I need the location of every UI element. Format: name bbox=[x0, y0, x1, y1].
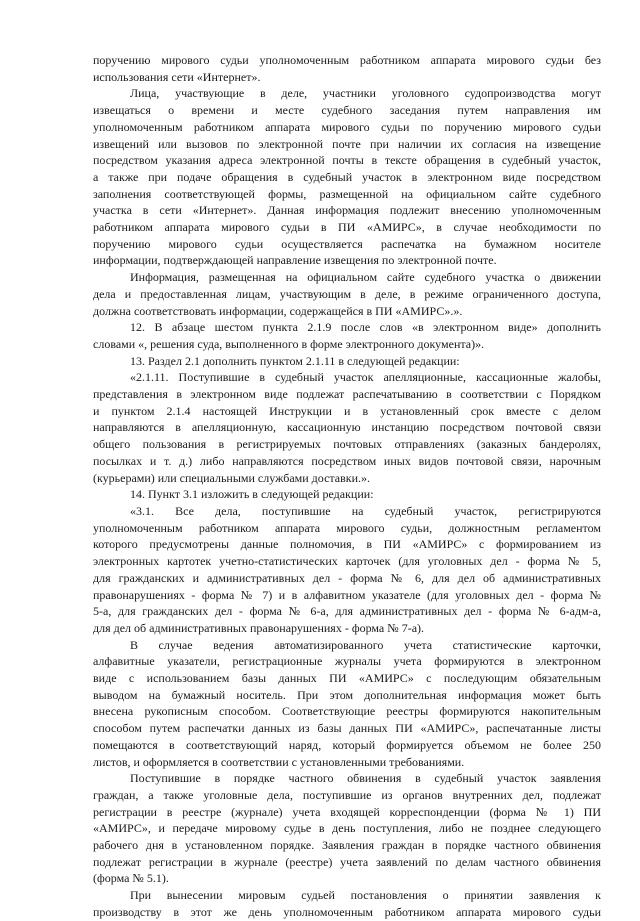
paragraph-line: «АМИРС», и передаче мировому судье в день поступления, либо не позднее следующего bbox=[93, 821, 601, 836]
paragraph-line: листов, и оформляется в соответствии с установленными требованиями. bbox=[93, 754, 465, 769]
paragraph-line: поручению мирового судьи уполномоченным работником аппарата мирового судьи без bbox=[93, 53, 601, 67]
paragraph-line bbox=[93, 319, 601, 336]
paragraph-line bbox=[93, 85, 601, 102]
document-paragraph bbox=[93, 486, 601, 503]
paragraph-line: словами «, решения суда, выполненного в форме электронного документа)». bbox=[93, 336, 485, 351]
paragraph-line: представления в электронном виде подлежат распечатыванию в соответствии с Порядком bbox=[93, 387, 601, 402]
paragraph-line: дела и предоставленная лицам, участвующим в деле, в режиме ограниченного доступа, bbox=[93, 286, 601, 301]
line-text: Лица, участвующие в деле, участники уголовного судопроизводства могут bbox=[130, 86, 601, 101]
paragraph-line: 5-а, для гражданских дел - форма № 6-а, для административных дел - форма № 6-адм-а, bbox=[93, 604, 601, 619]
line-text: Информация, размещенная на официальном сайте судебного участка о движении bbox=[130, 270, 601, 285]
paragraph-line: уполномоченным работником аппарата мирового судьи, должностным регламентом bbox=[93, 520, 601, 535]
paragraph-line: выводом на бумажный носитель. При этом дополнительная информация может быть bbox=[93, 687, 601, 702]
paragraph-line: (форма № 5.1). bbox=[93, 871, 169, 886]
paragraph-line bbox=[93, 369, 601, 386]
document-paragraph bbox=[93, 887, 601, 920]
document-paragraph bbox=[93, 637, 601, 771]
paragraph-line bbox=[93, 353, 601, 370]
paragraph-line: внесена рукописным способом. Соответствующие реестры формируются накопительным bbox=[93, 704, 601, 719]
document-page bbox=[93, 52, 601, 921]
paragraph-line: для гражданских и административных дел - форма № 6, для дел об административных bbox=[93, 570, 601, 585]
document-paragraph bbox=[93, 503, 601, 637]
paragraph-line: которого предусмотрены данные полномочия, в ПИ «АМИРС» с формированием из bbox=[93, 537, 601, 552]
line-text: 12. В абзаце шестом пункта 2.1.9 после слов «в электронном виде» дополнить bbox=[130, 320, 601, 335]
document-paragraph bbox=[93, 770, 601, 887]
paragraph-line: извещаться о времени и месте судебного заседания путем направления им bbox=[93, 103, 601, 118]
paragraph-line bbox=[93, 503, 601, 520]
line-text: «3.1. Все дела, поступившие на судебный участок, регистрируются bbox=[130, 503, 601, 518]
paragraph-line: правонарушениях - форма № 7) и в алфавитном указателе (для уголовных дел - форма № bbox=[93, 587, 601, 602]
paragraph-line: участка в сети «Интернет». Данная информация подлежит внесению уполномоченным bbox=[93, 203, 601, 218]
paragraph-line: для дел об административных правонарушениях - форма № 7-а). bbox=[93, 620, 425, 635]
paragraph-line: общего пользования в регистрируемых почтовых отправлениях (заказных бандеролях, bbox=[93, 437, 601, 452]
line-text: Поступившие в порядке частного обвинения в судебный участок заявления bbox=[130, 771, 601, 786]
paragraph-line: поручению мирового судьи осуществляется распечатка на бумажном носителе bbox=[93, 236, 601, 251]
paragraph-line: уполномоченным работником аппарата мирового судьи по поручению мирового судьи bbox=[93, 119, 601, 134]
line-text: 14. Пункт 3.1 изложить в следующей редакции: bbox=[130, 487, 374, 502]
paragraph-line: электронных картотек учетно-статистических карточек (для уголовных дел - форма № 5, bbox=[93, 554, 601, 569]
document-paragraph bbox=[93, 353, 601, 370]
paragraph-line: способом путем распечатки данных из базы данных ПИ «АМИРС», распечатанные листы bbox=[93, 721, 601, 736]
document-paragraph bbox=[93, 52, 601, 85]
paragraph-line: извещений или вызовов по электронной почте при наличии их согласия на извещение bbox=[93, 136, 601, 151]
paragraph-line: информации, подтверждающей направление извещения по электронной почте. bbox=[93, 253, 497, 268]
paragraph-line: посылках и т. д.) либо направляются посредством иных видов почтовой связи, нарочным bbox=[93, 453, 601, 468]
paragraph-line: заполнения соответствующей формы, размещенной на официальном сайте судебного bbox=[93, 186, 601, 201]
document-paragraph bbox=[93, 319, 601, 352]
document-paragraph bbox=[93, 85, 601, 269]
paragraph-line: должна соответствовать информации, содержащейся в ПИ «АМИРС».». bbox=[93, 303, 463, 318]
paragraph-line bbox=[93, 486, 601, 503]
paragraph-line: использования сети «Интернет». bbox=[93, 69, 261, 84]
paragraph-line bbox=[93, 269, 601, 286]
paragraph-line: производству в этот же день уполномоченным работником аппарата мирового судьи bbox=[93, 904, 601, 919]
paragraph-line: посредством указания адреса электронной почты в тексте обращения в судебный участок, bbox=[93, 153, 601, 168]
paragraph-line: (курьерами) или специальными службами доставки.». bbox=[93, 470, 371, 485]
paragraph-line: и пунктом 2.1.4 настоящей Инструкции и в установленный срок вместе с делом bbox=[93, 403, 601, 418]
paragraph-line: рабочего дня в установленном порядке. Заявления граждан в порядке частного обвинения bbox=[93, 838, 601, 853]
line-text: В случае ведения автоматизированного учета статистические карточки, bbox=[130, 637, 601, 652]
paragraph-line bbox=[93, 887, 601, 904]
paragraph-line: работником аппарата мирового судьи в ПИ «АМИРС», в случае необходимости по bbox=[93, 220, 601, 235]
paragraph-line: а также при подаче обращения в судебный участок в электронном виде посредством bbox=[93, 169, 601, 184]
paragraph-line: подлежат регистрации в журнале (реестре) учета заявлений по делам частного обвинения bbox=[93, 854, 601, 869]
paragraph-line bbox=[93, 770, 601, 787]
line-text: 13. Раздел 2.1 дополнить пунктом 2.1.11 в следующей редакции: bbox=[130, 353, 460, 368]
document-paragraph bbox=[93, 369, 601, 486]
paragraph-line: направляются в апелляционную, кассационную инстанцию посредством почтовой связи bbox=[93, 420, 601, 435]
line-text: «2.1.11. Поступившие в судебный участок апелляционные, кассационные жалобы, bbox=[130, 370, 601, 385]
paragraph-line: виде с использованием базы данных ПИ «АМИРС» с последующим обязательным bbox=[93, 671, 601, 686]
line-text: При вынесении мировым судьей постановления о принятии заявления к bbox=[130, 888, 601, 903]
paragraph-line: граждан, а также уголовные дела, поступившие из органов внутренних дел, подлежат bbox=[93, 787, 601, 802]
paragraph-line: регистрации в реестре (журнале) учета входящей корреспонденции (форма № 1) ПИ bbox=[93, 804, 601, 819]
paragraph-line bbox=[93, 637, 601, 654]
document-paragraph bbox=[93, 269, 601, 319]
paragraph-line: алфавитные указатели, регистрационные журналы учета формируются в электронном bbox=[93, 654, 601, 669]
paragraph-line: помещаются в соответствующий наряд, который формируется объемом не более 250 bbox=[93, 737, 601, 752]
